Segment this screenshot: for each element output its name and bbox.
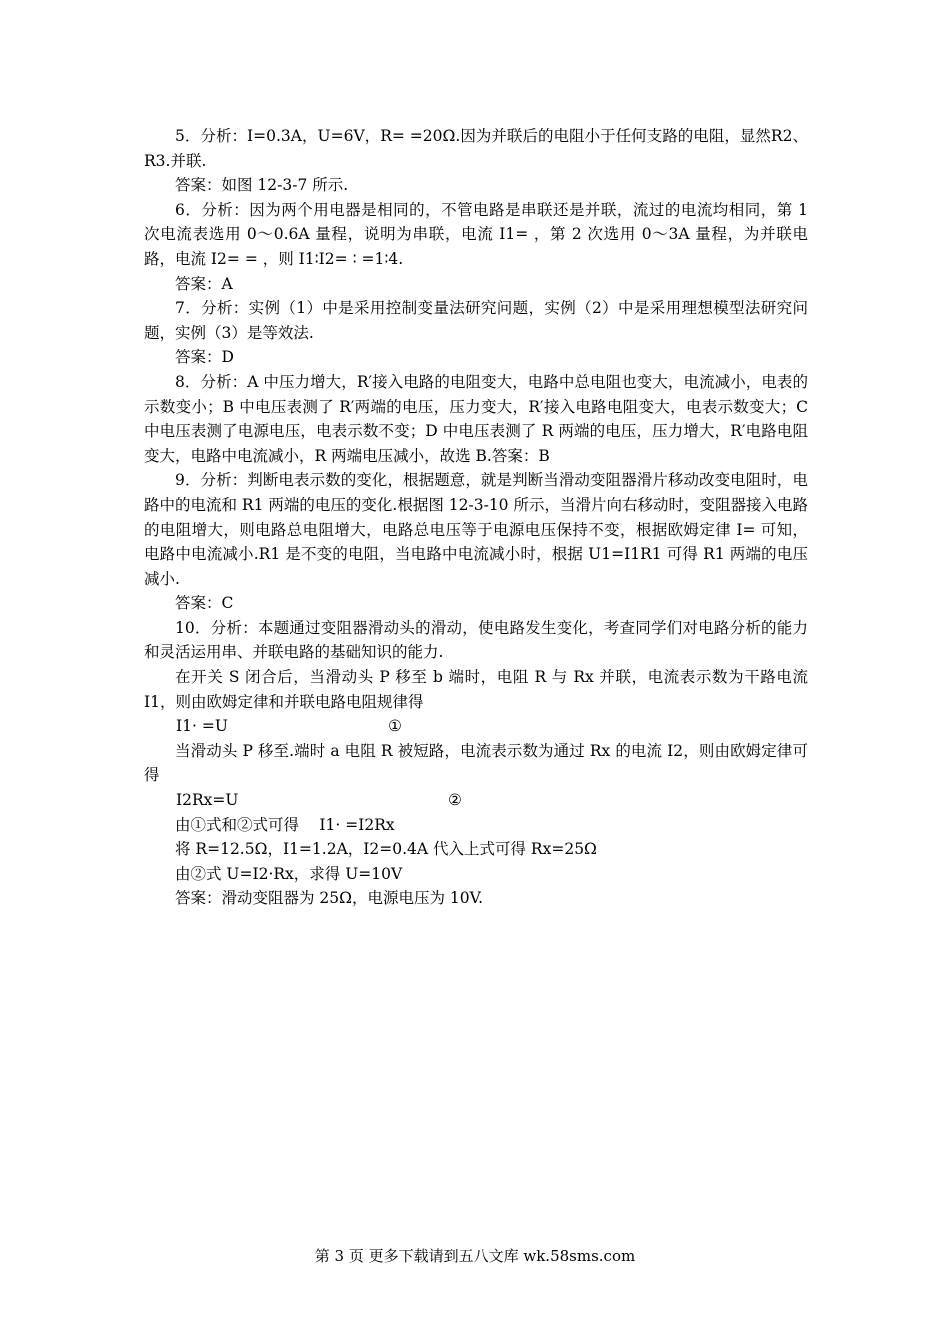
q5-answer: 答案：如图 12-3-7 所示.: [175, 176, 349, 195]
q10-paragraph-3: 由①式和②式可得 I1· =I2Rx: [175, 815, 395, 834]
q9-answer: 答案：C: [175, 594, 234, 613]
equation-2-number: ②: [448, 791, 462, 810]
q10-analysis: 10．分析：本题通过变阻器滑动头的滑动，使电路发生变化，考查同学们对电路分析的能力和灵活运用串、并联电路的基础知识的能力.: [144, 618, 808, 662]
q10-paragraph-4: 将 R=12.5Ω，I1=1.2A，I2=0.4A 代入上式可得 Rx=25Ω: [175, 840, 597, 859]
q10-paragraph-5: 由②式 U=I2·Rx，求得 U=10V: [175, 864, 403, 883]
document-body: [144, 124, 808, 911]
page-footer: 第 3 页 更多下载请到五八文库 wk.58sms.com: [314, 1247, 636, 1265]
q6-answer: 答案：A: [175, 274, 233, 293]
q7-analysis: 7．分析：实例（1）中是采用控制变量法研究问题，实例（2）中是采用理想模型法研究问题，实例（3）是等效法.: [144, 299, 808, 342]
q6-analysis: 6．分析：因为两个用电器是相同的，不管电路是串联还是并联，流过的电流均相同，第 1 次电流表选用 0～0.6A 量程，说明为串联，电流 I1= ，第 2 次选用 0～3A 量程，为并联电路，电流 I2= = ，则 I1∶I2= ∶ =1∶4.: [144, 200, 808, 268]
equation-1: [144, 714, 808, 739]
q7-answer: 答案：D: [175, 348, 234, 367]
q10-answer: 答案：滑动变阻器为 25Ω，电源电压为 10V.: [175, 889, 484, 908]
q8-analysis: 8．分析：A 中压力增大，R′接入电路的电阻变大，电路中总电阻也变大，电流减小，电表的示数变小；B 中电压表测了 R′两端的电压，压力变大，R′接入电路电阻变大，电表示数变大；C 中电压表测了电源电压，电表示数不变；D 中电压表测了 R 两端的电压，压力增大，R′电路电阻变大，电路中电流减小，R 两端电压减小，故选 B.答案：B: [144, 372, 808, 465]
q9-analysis: 9．分析：判断电表示数的变化，根据题意，就是判断当滑动变阻器滑片移动改变电阻时，电路中的电流和 R1 两端的电压的变化.根据图 12-3-10 所示，当滑片向右移动时，变阻器接入电路的电阻增大，则电路总电阻增大，电路总电压等于电源电压保持不变，根据欧姆定律 I= 可知，电路中电流减小.R1 是不变的电阻，当电路中电流减小时，根据 U1=I1R1 可得 R1 两端的电压减小.: [144, 471, 808, 588]
equation-1-number: ①: [388, 717, 402, 736]
q10-paragraph-2: 当滑动头 P 移至.端时 a 电阻 R 被短路，电流表示数为通过 Rx 的电流 I2，则由欧姆定律可得: [144, 741, 808, 785]
q10-paragraph-1: 在开关 S 闭合后，当滑动头 P 移至 b 端时，电阻 R 与 Rx 并联，电流表示数为干路电流 I1，则由欧姆定律和并联电路电阻规律得: [144, 668, 808, 711]
equation-1-expression: I1· =U: [176, 717, 228, 736]
equation-2-expression: I2Rx=U: [176, 791, 239, 810]
equation-2: [144, 788, 808, 813]
q5-analysis: 5．分析：I=0.3A，U=6V，R= =20Ω.因为并联后的电阻小于任何支路的电阻，显然R2、R3.并联.: [144, 127, 808, 170]
